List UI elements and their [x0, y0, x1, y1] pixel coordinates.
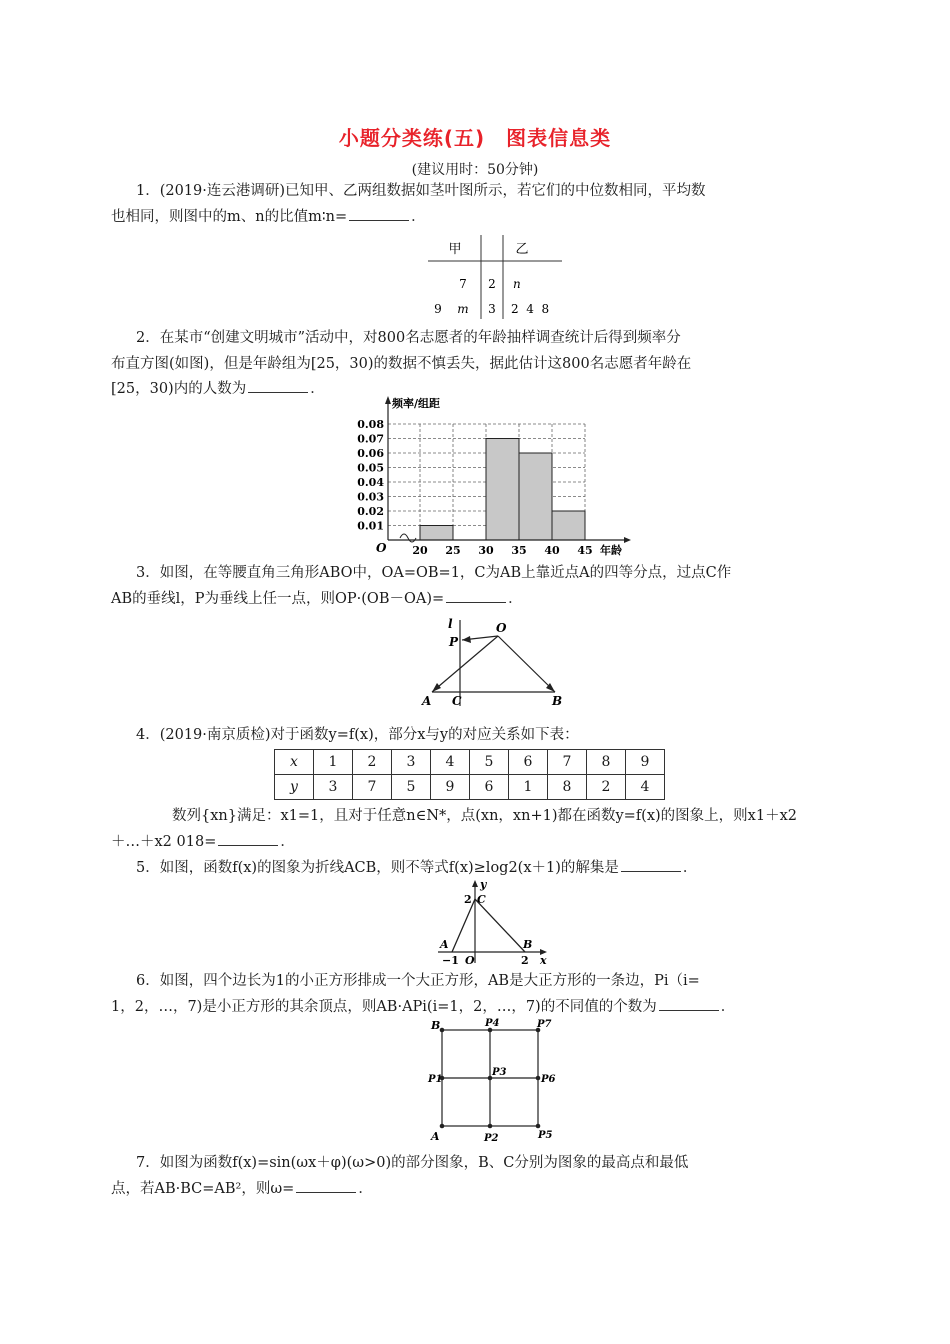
- table-cell: 7: [353, 775, 392, 800]
- histogram-xlabel: 年龄: [600, 544, 622, 557]
- xy-table-row-y: [275, 775, 665, 800]
- label-2-y: 2: [464, 893, 472, 906]
- q3-answer-blank: [446, 588, 506, 603]
- page-title: 小题分类练(五) 图表信息类: [338, 126, 612, 150]
- label-p6: P6: [541, 1074, 556, 1085]
- label-c: C: [452, 694, 462, 708]
- stemleaf-r2-stem: 3: [488, 302, 496, 316]
- stemleaf-right-header: 乙: [515, 242, 529, 257]
- point-p2: [488, 1124, 493, 1129]
- table-cell: 2: [587, 775, 626, 800]
- table-cell: 1: [314, 750, 353, 775]
- table-cell: 7: [548, 750, 587, 775]
- q5-line1-text: 5．如图，函数f(x)的图象为折线ACB，则不等式f(x)≥log2(x＋1)的解集是: [136, 860, 619, 876]
- q6-line2-text: 1，2，…，7)是小正方形的其余顶点，则AB·APi(i=1，2，…，7)的不同值的个数为: [111, 999, 657, 1015]
- table-cell: 8: [548, 775, 587, 800]
- stemleaf-r2-right: 2 4 8: [511, 302, 550, 316]
- q5-tail: ．: [682, 860, 698, 876]
- histogram-ylabel: 频率/组距: [392, 397, 441, 410]
- table-cell: 2: [353, 750, 392, 775]
- q4-answer-blank: [218, 831, 278, 846]
- q1-line2-text: 也相同，则图中的m、n的比值m∶n=: [111, 209, 348, 225]
- q4-line3-text: ＋…＋x2 018=: [111, 834, 217, 850]
- table-cell: 9: [626, 750, 665, 775]
- label-c: C: [477, 893, 486, 906]
- q4-line2: 数列{xn}满足：x1=1，且对于任意n∈N*，点(xn，xn+1)都在函数y=f(x)的图象上，则x1＋x2: [172, 808, 797, 824]
- y-tick-label: 0.07: [357, 432, 384, 446]
- label-a: A: [422, 694, 432, 708]
- q3-tail: ．: [508, 591, 523, 607]
- y-tick-label: 0.08: [357, 418, 384, 431]
- label-x: x: [540, 954, 547, 967]
- q2-line2: 布直方图(如图)，但是年龄组为[25，30)的数据不慎丢失，据此估计这800名志愿者年龄在: [111, 356, 692, 372]
- table-x-header: x: [275, 750, 314, 775]
- page-subtitle: (建议用时：50分钟): [411, 162, 539, 178]
- table-cell: 1: [509, 775, 548, 800]
- xy-table: [274, 749, 665, 800]
- q7-answer-blank: [296, 1178, 356, 1193]
- stemleaf-left-header: 甲: [448, 242, 462, 257]
- table-cell: 3: [392, 750, 431, 775]
- q7-line2: [111, 1176, 791, 1202]
- label-p7: P7: [537, 1019, 552, 1030]
- label-p: P: [449, 635, 459, 649]
- q2-line3-text: [25，30)内的人数为: [111, 381, 247, 397]
- point-p5: [536, 1124, 541, 1129]
- segment-ob: [498, 636, 555, 692]
- table-cell: 8: [587, 750, 626, 775]
- histogram-bar: [486, 439, 519, 541]
- table-cell: 9: [431, 775, 470, 800]
- histogram-bar: [519, 453, 552, 540]
- q1-answer-blank: [349, 206, 409, 221]
- y-tick-label: 0.03: [357, 490, 384, 504]
- label-p5: P5: [538, 1130, 553, 1141]
- label-l: l: [448, 617, 453, 631]
- label-y: y: [480, 878, 487, 891]
- q4-line1: 4．(2019·南京质检)对于函数y=f(x)，部分x与y的对应关系如下表：: [136, 727, 579, 743]
- q1-tail: ．: [411, 209, 426, 225]
- q1-line2: [111, 204, 791, 230]
- table-cell: 5: [392, 775, 431, 800]
- stemleaf-r1-stem: 2: [488, 277, 496, 291]
- x-tick-label: 25: [445, 544, 461, 557]
- label-o: O: [465, 954, 475, 967]
- arrow-a: [432, 683, 441, 692]
- q2-line1: 2．在某市“创建文明城市”活动中，对800名志愿者的年龄抽样调查统计后得到频率分: [136, 330, 681, 346]
- point-p6: [536, 1076, 541, 1081]
- grid-squares-figure: [424, 1018, 574, 1148]
- q4-tail: ．: [280, 834, 295, 850]
- histogram-bars: [420, 439, 585, 541]
- q5-answer-blank: [621, 857, 681, 872]
- histogram-bar: [552, 511, 585, 540]
- histogram-x-arrow: [624, 537, 631, 543]
- xy-table-row-x: [275, 750, 665, 775]
- y-tick-label: 0.02: [357, 505, 384, 518]
- q3-line2: [111, 586, 791, 612]
- label-p2: P2: [484, 1133, 499, 1144]
- triangle-figure: [420, 616, 570, 708]
- q4-line3: [111, 829, 791, 855]
- label-p3: P3: [492, 1067, 507, 1078]
- point-b: [440, 1028, 445, 1033]
- q7-tail: ．: [358, 1181, 373, 1197]
- stem-leaf-diagram: [425, 233, 565, 321]
- q7-line2-text: 点，若AB·BC=AB²，则ω=: [111, 1181, 295, 1197]
- histogram-y-arrow: [385, 396, 391, 404]
- histogram-x-ticks: [412, 544, 592, 557]
- y-tick-label: 0.06: [357, 447, 384, 460]
- label-b: B: [552, 694, 563, 708]
- histogram-bar: [420, 526, 453, 541]
- histogram-y-ticks: [357, 418, 384, 533]
- label-a: A: [431, 1130, 440, 1143]
- x-tick-label: 45: [577, 544, 593, 557]
- label-b: B: [431, 1019, 441, 1032]
- table-cell: 4: [626, 775, 665, 800]
- axis-break-mark: [400, 534, 416, 542]
- x-tick-label: 30: [478, 544, 494, 557]
- table-y-header: y: [275, 775, 314, 800]
- point-a: [440, 1124, 445, 1129]
- label-neg1: −1: [442, 954, 459, 967]
- q2-tail: ．: [310, 381, 325, 397]
- polyline-acb-figure: [430, 877, 555, 967]
- label-p4: P4: [485, 1018, 500, 1029]
- q6-answer-blank: [659, 996, 719, 1011]
- table-cell: 6: [509, 750, 548, 775]
- q1-line1: 1．(2019·连云港调研)已知甲、乙两组数据如茎叶图所示，若它们的中位数相同，平均数: [136, 183, 706, 199]
- label-o: O: [496, 621, 507, 635]
- q3-line1: 3．如图，在等腰直角三角形ABO中，OA=OB=1，C为AB上靠近点A的四等分点，过点C作: [136, 565, 732, 581]
- q3-line2-text: AB的垂线l，P为垂线上任一点，则OP·(OB－OA)=: [111, 591, 445, 607]
- label-a: A: [440, 938, 449, 951]
- x-tick-label: 35: [511, 544, 527, 557]
- stemleaf-r1-right: n: [513, 277, 521, 291]
- q6-tail: ．: [720, 999, 736, 1015]
- table-cell: 3: [314, 775, 353, 800]
- table-cell: 5: [470, 750, 509, 775]
- label-p1: P1: [428, 1074, 443, 1085]
- histogram-origin: O: [376, 541, 387, 555]
- y-tick-label: 0.04: [357, 476, 384, 489]
- polyline-acb: [452, 899, 525, 952]
- stemleaf-r2-left-a: 9: [434, 302, 442, 316]
- table-cell: 4: [431, 750, 470, 775]
- y-axis-arrow: [472, 880, 478, 887]
- arrow-p: [462, 636, 471, 643]
- label-b: B: [523, 938, 533, 951]
- x-tick-label: 40: [544, 544, 560, 557]
- frequency-histogram: [348, 392, 638, 562]
- stemleaf-r1-left: 7: [459, 277, 467, 291]
- table-cell: 6: [470, 775, 509, 800]
- label-2-x: 2: [521, 954, 529, 967]
- q6-line1: 6．如图，四个边长为1的小正方形排成一个大正方形，AB是大正方形的一条边，Pi（i=: [136, 973, 700, 989]
- q2-answer-blank: [248, 378, 308, 393]
- x-tick-label: 20: [412, 544, 428, 557]
- y-tick-label: 0.05: [357, 461, 384, 475]
- q6-line2: [111, 994, 817, 1020]
- q7-line1: 7．如图为函数f(x)=sin(ωx＋φ)(ω>0)的部分图象，B、C分别为图象的最高点和最低: [136, 1155, 689, 1171]
- stemleaf-r2-left-b: m: [457, 302, 469, 316]
- segment-oa: [432, 636, 498, 692]
- y-tick-label: 0.01: [357, 519, 384, 533]
